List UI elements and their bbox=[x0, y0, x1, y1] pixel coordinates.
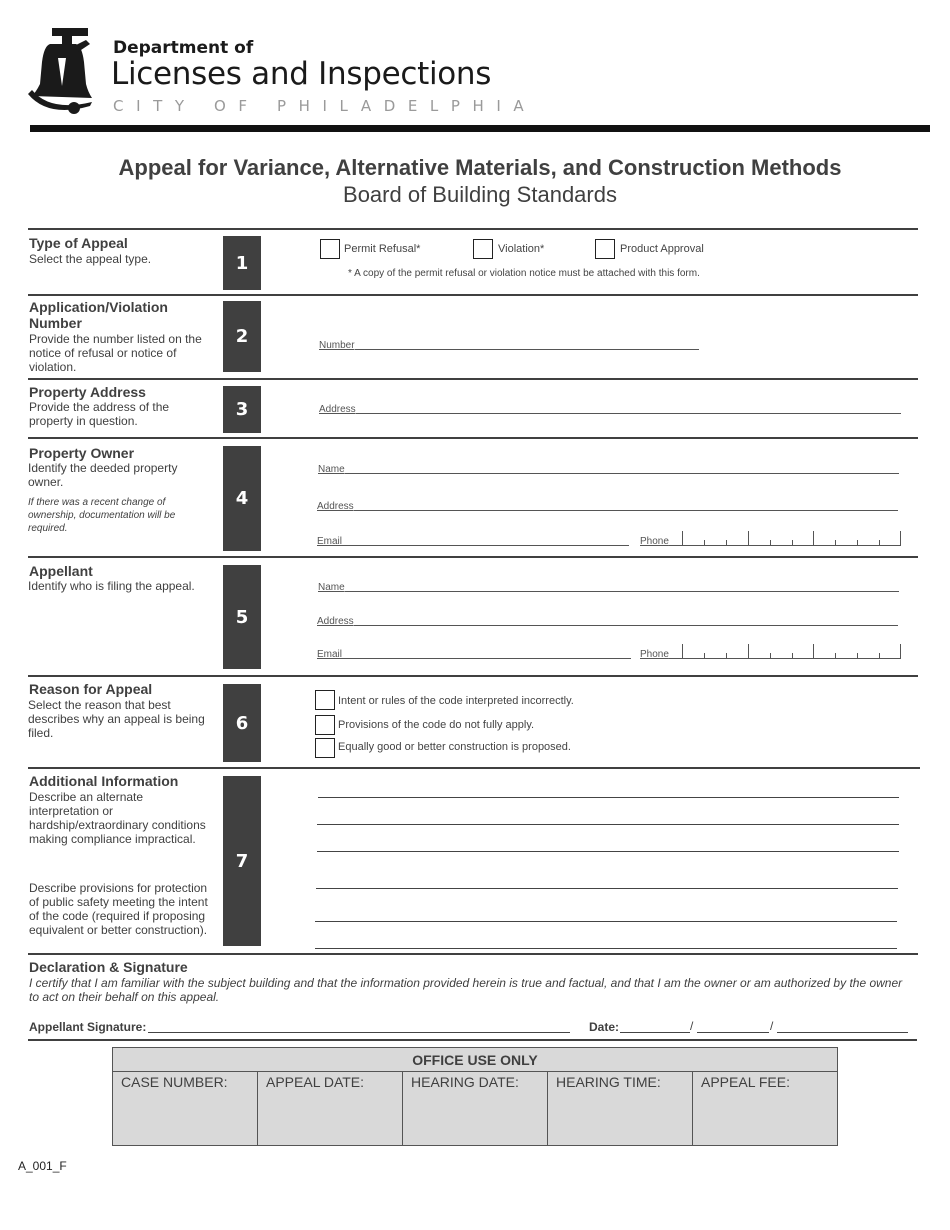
email-label: Email bbox=[317, 536, 343, 547]
permit-refusal-label: Permit Refusal* bbox=[344, 243, 421, 255]
appellant-address-field[interactable] bbox=[317, 614, 898, 628]
section-3-title: Property Address bbox=[29, 384, 146, 400]
additional-info-line[interactable] bbox=[316, 888, 898, 889]
name-label: Name bbox=[318, 582, 345, 593]
case-number-cell: CASE NUMBER: bbox=[113, 1072, 258, 1146]
appellant-phone-label-wrap bbox=[640, 647, 682, 661]
additional-info-line[interactable] bbox=[315, 948, 897, 949]
section-2-number: 2 bbox=[223, 301, 261, 372]
email-label: Email bbox=[317, 649, 343, 660]
owner-email-field[interactable] bbox=[317, 534, 629, 548]
section-7-number: 7 bbox=[223, 776, 261, 946]
product-approval-label: Product Approval bbox=[620, 243, 704, 255]
declaration-text: I certify that I am familiar with the subject building and that the information provided herein is true and factual, and that I am the owner or am authorized by the owner to act on their behalf on this appeal. bbox=[29, 976, 903, 1004]
property-address-field[interactable] bbox=[319, 402, 901, 416]
date-label: Date: bbox=[589, 1020, 620, 1034]
date-day-field[interactable] bbox=[697, 1032, 769, 1033]
section-1-desc: Select the appeal type. bbox=[29, 252, 152, 266]
violation-label: Violation* bbox=[498, 243, 545, 255]
additional-info-line[interactable] bbox=[317, 851, 899, 852]
owner-phone-label-wrap bbox=[640, 534, 682, 548]
phone-label: Phone bbox=[640, 649, 669, 660]
appeal-date-cell: APPEAL DATE: bbox=[258, 1072, 403, 1146]
address-label: Address bbox=[317, 616, 354, 627]
signature-field[interactable] bbox=[148, 1032, 570, 1033]
permit-refusal-checkbox[interactable] bbox=[320, 239, 340, 259]
form-code: A_001_F bbox=[18, 1159, 67, 1173]
section-divider bbox=[28, 228, 918, 230]
header bbox=[0, 0, 950, 128]
section-4-desc: Identify the deeded property owner. bbox=[28, 461, 178, 489]
additional-info-line[interactable] bbox=[317, 824, 899, 825]
appellant-phone-field[interactable] bbox=[682, 645, 901, 659]
section-6-title: Reason for Appeal bbox=[29, 681, 153, 697]
section-divider bbox=[28, 378, 918, 380]
section-4-number: 4 bbox=[223, 446, 261, 551]
section-6-number: 6 bbox=[223, 684, 261, 762]
section-5-desc: Identify who is filing the appeal. bbox=[28, 579, 195, 593]
product-approval-checkbox[interactable] bbox=[595, 239, 615, 259]
date-separator: / bbox=[770, 1019, 774, 1033]
liberty-bell-icon bbox=[28, 28, 106, 118]
hearing-time-cell: HEARING TIME: bbox=[548, 1072, 693, 1146]
section-5-number: 5 bbox=[223, 565, 261, 669]
header-rule bbox=[30, 125, 930, 132]
application-number-field[interactable] bbox=[319, 338, 699, 352]
hearing-date-cell: HEARING DATE: bbox=[403, 1072, 548, 1146]
phone-label: Phone bbox=[640, 536, 669, 547]
appellant-email-field[interactable] bbox=[317, 647, 631, 661]
form-subtitle: Board of Building Standards bbox=[343, 182, 617, 207]
section-divider bbox=[28, 767, 920, 769]
dept-line-1: Department of bbox=[113, 38, 254, 58]
section-4-note: If there was a recent change of ownership, documentation will be required. bbox=[28, 497, 176, 534]
section-7-desc-2: Describe provisions for protection of public safety meeting the intent of the code (required if proposing equivalent or better construction). bbox=[29, 881, 208, 937]
declaration-divider bbox=[28, 1039, 917, 1041]
section-4-title: Property Owner bbox=[29, 445, 135, 461]
section-1-number: 1 bbox=[223, 236, 261, 290]
reason-not-apply-checkbox[interactable] bbox=[315, 715, 335, 735]
section-2-title: Application/Violation Number bbox=[29, 299, 168, 331]
section-5-title: Appellant bbox=[29, 563, 93, 579]
section-6-desc: Select the reason that best describes why an appeal is being filed. bbox=[28, 698, 205, 740]
owner-phone-field[interactable] bbox=[682, 532, 901, 546]
reason-incorrect-label: Intent or rules of the code interpreted incorrectly. bbox=[338, 695, 574, 707]
appellant-name-field[interactable] bbox=[318, 580, 899, 594]
date-year-field[interactable] bbox=[777, 1032, 908, 1033]
section-2-desc: Provide the number listed on the notice of refusal or notice of violation. bbox=[29, 332, 202, 374]
reason-incorrect-checkbox[interactable] bbox=[315, 690, 335, 710]
owner-address-field[interactable] bbox=[317, 499, 898, 513]
section-7-desc-1: Describe an alternate interpretation or hardship/extraordinary conditions making compliance impractical. bbox=[29, 790, 206, 846]
section-3-number: 3 bbox=[223, 386, 261, 433]
section-divider bbox=[28, 294, 918, 296]
address-label: Address bbox=[319, 404, 356, 415]
office-use-table bbox=[112, 1047, 838, 1146]
declaration-title: Declaration & Signature bbox=[29, 959, 188, 975]
section-divider bbox=[28, 556, 918, 558]
number-label: Number bbox=[319, 340, 355, 351]
section-divider bbox=[28, 953, 918, 955]
date-month-field[interactable] bbox=[620, 1032, 690, 1033]
reason-equivalent-checkbox[interactable] bbox=[315, 738, 335, 758]
dept-line-3: CITY OF PHILADELPHIA bbox=[113, 97, 537, 115]
name-label: Name bbox=[318, 464, 345, 475]
reason-equivalent-label: Equally good or better construction is proposed. bbox=[338, 741, 571, 753]
address-label: Address bbox=[317, 501, 354, 512]
office-use-title: OFFICE USE ONLY bbox=[113, 1048, 837, 1072]
additional-info-line[interactable] bbox=[318, 797, 899, 798]
attachment-note: * A copy of the permit refusal or violation notice must be attached with this form. bbox=[348, 268, 700, 279]
section-divider bbox=[28, 675, 918, 677]
owner-name-field[interactable] bbox=[318, 462, 899, 476]
form-title: Appeal for Variance, Alternative Materials, and Construction Methods bbox=[118, 155, 842, 180]
signature-label: Appellant Signature: bbox=[29, 1020, 147, 1034]
section-7-title: Additional Information bbox=[29, 773, 179, 789]
additional-info-line[interactable] bbox=[315, 921, 897, 922]
date-separator: / bbox=[690, 1019, 694, 1033]
section-divider bbox=[28, 437, 918, 439]
violation-checkbox[interactable] bbox=[473, 239, 493, 259]
appeal-fee-cell: APPEAL FEE: bbox=[701, 1074, 790, 1090]
section-1-title: Type of Appeal bbox=[29, 235, 128, 251]
reason-not-apply-label: Provisions of the code do not fully apply. bbox=[338, 719, 535, 731]
dept-line-2: Licenses and Inspections bbox=[111, 56, 492, 92]
section-3-desc: Provide the address of the property in question. bbox=[29, 400, 170, 428]
